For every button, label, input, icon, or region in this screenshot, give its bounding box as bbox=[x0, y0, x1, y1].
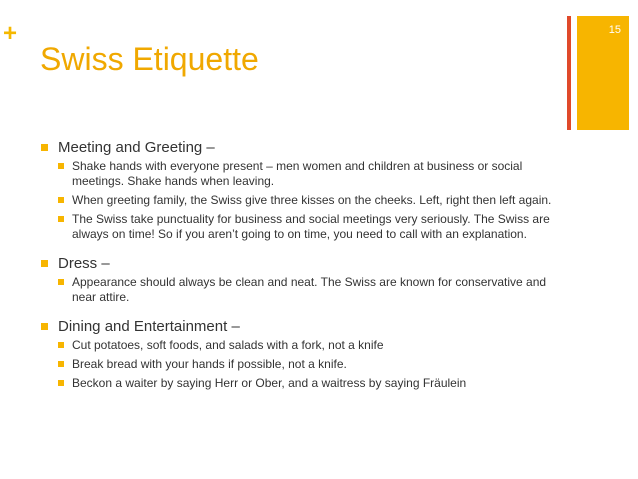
plus-icon: + bbox=[3, 20, 18, 47]
page-number: 15 bbox=[608, 24, 621, 36]
section-heading bbox=[40, 317, 560, 337]
section-heading bbox=[40, 254, 560, 274]
square-bullet-icon bbox=[41, 323, 48, 330]
list-item bbox=[40, 275, 560, 305]
section-dress bbox=[40, 254, 560, 305]
section-heading-text: Dining and Entertainment – bbox=[58, 318, 240, 335]
slide-title: Swiss Etiquette bbox=[40, 41, 259, 77]
list-item bbox=[40, 376, 560, 391]
square-bullet-icon bbox=[41, 144, 48, 151]
square-bullet-icon bbox=[58, 216, 64, 222]
square-bullet-icon bbox=[58, 197, 64, 203]
list-item-text: The Swiss take punctuality for business and social meetings very seriously. The Swiss are always on time! So if you aren’t going to on time, you need to call with an explanation. bbox=[72, 212, 550, 241]
bullet-list bbox=[40, 159, 560, 242]
square-bullet-icon bbox=[58, 361, 64, 367]
bullet-list bbox=[40, 275, 560, 305]
list-item-text: When greeting family, the Swiss give three kisses on the cheeks. Left, right then left again. bbox=[72, 193, 552, 207]
square-bullet-icon bbox=[41, 260, 48, 267]
section-dining-entertainment bbox=[40, 317, 560, 391]
list-item bbox=[40, 193, 560, 208]
section-heading-text: Meeting and Greeting – bbox=[58, 139, 215, 156]
section-heading-text: Dress – bbox=[58, 255, 110, 272]
red-accent-bar bbox=[567, 16, 571, 130]
square-bullet-icon bbox=[58, 380, 64, 386]
list-item-text: Appearance should always be clean and neat. The Swiss are known for conservative and near attire. bbox=[72, 275, 547, 304]
list-item-text: Beckon a waiter by saying Herr or Ober, and a waitress by saying Fräulein bbox=[72, 376, 467, 390]
bullet-list bbox=[40, 338, 560, 391]
list-item bbox=[40, 212, 560, 242]
section-meeting-greeting bbox=[40, 138, 560, 242]
list-item-text: Cut potatoes, soft foods, and salads with a fork, not a knife bbox=[72, 338, 384, 352]
list-item-text: Break bread with your hands if possible, not a knife. bbox=[72, 357, 347, 371]
list-item-text: Shake hands with everyone present – men women and children at business or social meetings. Shake hands when leaving. bbox=[72, 159, 523, 188]
slide-content bbox=[40, 138, 560, 403]
section-heading bbox=[40, 138, 560, 158]
square-bullet-icon bbox=[58, 163, 64, 169]
list-item bbox=[40, 357, 560, 372]
square-bullet-icon bbox=[58, 279, 64, 285]
square-bullet-icon bbox=[58, 342, 64, 348]
list-item bbox=[40, 338, 560, 353]
list-item bbox=[40, 159, 560, 189]
